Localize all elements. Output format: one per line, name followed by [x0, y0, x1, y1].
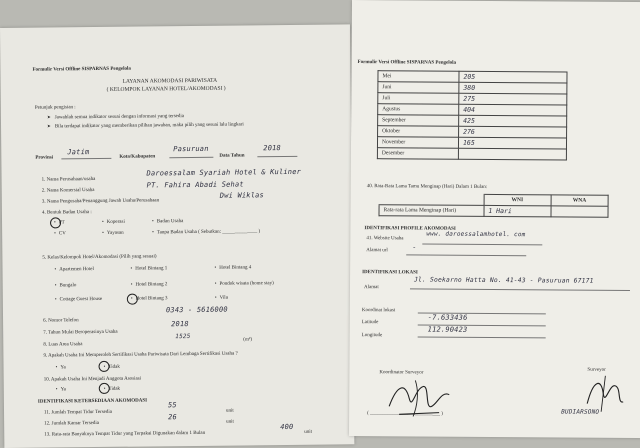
q10-label: 10. Apakah Usaha Ini Menjadi Anggota Asosiasi [43, 376, 142, 383]
month-value[interactable]: 275 [459, 93, 567, 105]
month-row [377, 148, 566, 160]
q5-option-bintang-3[interactable]: • Hotel Bintang 3 [131, 296, 168, 301]
q1-value[interactable]: Daroessalam Syariah Hotel & Kuliner [146, 167, 302, 178]
section-location-title: IDENTIFIKASI LOKASI [362, 270, 418, 276]
month-name: Desember [377, 148, 458, 160]
q4-option-koperasi[interactable]: • Koperasi [102, 220, 125, 225]
q4-option-yayasan[interactable]: • Yayasan [102, 231, 124, 236]
q41-value[interactable]: www. daroessalamhotel. com [426, 230, 526, 239]
month-name: November [377, 137, 458, 149]
form-title: Formulir Versi Offline SISPARNAS Pengelola [32, 66, 131, 73]
q13-unit: unit [304, 429, 313, 435]
q8-value[interactable]: 1525 [175, 333, 191, 341]
q7-value[interactable]: 2018 [171, 320, 189, 329]
q40-col-wni: WNI [484, 194, 551, 205]
q9-label: 9. Apakah Usaha Ini Memperoleh Sertifikasi Usaha Pariwisata Dari Lembaga Sertifikasi Usaha ? [43, 351, 238, 359]
q5-option-pondok[interactable]: • Pondok wisata (home stay) [215, 281, 274, 287]
q41-label: 41. Website Usaha [366, 236, 404, 242]
month-name: Juni [378, 82, 459, 94]
q5-option-bungalo[interactable]: • Bungalo [55, 283, 77, 288]
q5-option-vila[interactable]: • Vila [215, 296, 228, 301]
form-page-left [0, 24, 354, 448]
year-label: Data Tahun [219, 153, 245, 159]
q2-label: 2. Nama Komersial Usaha [41, 188, 95, 194]
province-label: Provinsi [35, 155, 54, 161]
longitude-label: Longitude [361, 333, 383, 339]
instruction-1: ➤ Jawablah semua indikator sesuai dengan informasi yang tersedia [47, 113, 184, 120]
q5-option-bintang-1[interactable]: • Hotel Bintang 1 [131, 266, 168, 271]
q5-option-cottage[interactable]: • Cottage Guest House [55, 297, 102, 302]
q11-unit: unit [225, 408, 234, 414]
q6-label: 6. Nomor Telefon [43, 318, 79, 324]
q40-wni-value[interactable]: 1 Hari [484, 205, 551, 216]
month-name: Agustus [378, 104, 459, 116]
q8-unit: (m²) [243, 337, 253, 343]
address-label: Alamat [363, 285, 379, 291]
q10-option-ya[interactable]: • Ya [56, 387, 66, 392]
q4-label: 4. Bentuk Badan Usaha : [41, 210, 92, 216]
month-value[interactable] [458, 148, 566, 160]
q13-value[interactable]: 400 [280, 422, 294, 432]
city-value[interactable]: Pasuruan [173, 144, 209, 154]
month-value[interactable]: 425 [459, 115, 567, 127]
q13-label: 13. Rata-rata Banyaknya Tempat Tidur yang Terpakai Digunakan dalam 1 Bulan [44, 430, 206, 438]
q6-value[interactable]: 0343 - 5616000 [165, 305, 228, 315]
q5-option-bintang-2[interactable]: • Hotel Bintang 2 [131, 282, 168, 287]
q3-label: 3. Nama Pengusaha/Penanggung Jawab Usaha/Perusahaan [41, 198, 160, 205]
q12-label: 12. Jumlah Kamar Tersedia [44, 420, 100, 427]
longitude-value[interactable]: 112.90423 [427, 325, 468, 334]
instruction-2: ➤ Bila terdapat indikator yang memberikan pilihan jawaban, maka pilih yang sesuai lalu lingkari [47, 121, 244, 129]
q11-value[interactable]: 55 [167, 401, 177, 410]
q10-option-tidak[interactable]: • Tidak [104, 387, 120, 392]
form-title-right: Formulir Versi Offline SISPARNAS Pengelola [357, 60, 457, 66]
latitude-label: Latitude [361, 320, 379, 326]
q9-option-tidak[interactable]: • Tidak [104, 365, 120, 370]
month-name: Mei [378, 71, 459, 83]
month-value[interactable]: 276 [459, 126, 567, 138]
month-name: September [378, 115, 459, 127]
q2-value[interactable]: PT. Fahira Abadi Sehat [146, 180, 244, 190]
q8-label: 8. Luas Area Usaha [43, 342, 83, 348]
section-availability-title: IDENTIFIKASI KETERSEDIAAN AKOMODASI [37, 398, 148, 405]
latitude-value[interactable]: -7.633436 [427, 313, 468, 322]
section-profile-title: IDENTIFIKASI PROFILE AKOMODASI [364, 226, 456, 232]
q9-option-ya[interactable]: • Ya [56, 365, 66, 370]
month-name: Juli [378, 93, 459, 105]
surveyor-label: Surveyor [587, 367, 606, 373]
q4-option-tanpa-badan[interactable]: • Tanpa Badan Usaha ( Sebutkan: ______________ ) [152, 229, 260, 235]
q5-label: 5. Kelas/Kelompok Hotel/Akomodasi (Pilih yang sesuai) [42, 254, 157, 261]
month-value[interactable]: 404 [459, 104, 567, 116]
surveyor-name[interactable]: BUDIARSONO [561, 408, 600, 416]
q11-label: 11. Jumlah Tempat Tidur Tersedia [44, 409, 113, 416]
year-value[interactable]: 2018 [263, 144, 281, 153]
month-value[interactable]: 380 [459, 82, 567, 94]
q12-value[interactable]: 26 [168, 413, 177, 422]
form-header-title: LAYANAN AKOMODASI PARIWISATA [122, 77, 218, 85]
monthly-table [377, 70, 568, 160]
q40-label: 40. Rata-Rata Lama Tamu Menginap (Hari) Dalam 1 Bulan: [366, 184, 488, 190]
q40-wna-value[interactable] [551, 206, 608, 217]
form-page-right: Formulir Versi Offline SISPARNAS Pengelola Mei 205 Juni 380 Juli 275 Agustus 404 September 425 Oktober 276 November 165 Desember 40. Rata-Rata Lama Tamu Menginap (Hari) Dalam 1 Bulan: WNI WNA Rata-rata Lama Menginap (Hari) 1 Hari IDENTIFIKASI PROFILE AKOMODASI 41. Website Usaha www. daroessalamhotel. com Alamat url - IDENTIFIKASI LOKASI Alamat Jl. Soekarno Hatta No. 41-43 - Pasuruan 67171 Koordinat lokasi Latitude -7.633436 Longitude 112.90423 Koordinator Surveyor ( ____________________________ ) Surveyor BUDIARSONO [349, 0, 640, 438]
address-value[interactable]: Jl. Soekarno Hatta No. 41-43 - Pasuruan 67171 [414, 276, 594, 285]
q40-row-label: Rata-rata Lama Menginap (Hari) [379, 205, 484, 217]
q12-unit: unit [226, 419, 234, 425]
instructions-title: Petunjuk pengisian : [34, 105, 76, 111]
q3-value[interactable]: Dwi Wiklas [219, 191, 264, 200]
q7-label: 7. Tahun Mulai Beroperasinya Usaha [43, 329, 118, 336]
q5-option-bintang-4[interactable]: • Hotel Bintang 4 [215, 265, 252, 270]
q4-option-pt[interactable]: • PT [54, 220, 65, 225]
coordinator-surveyor-label: Koordinator Surveyor [379, 370, 424, 376]
q5-option-apartemen[interactable]: • Apartemen Hotel [55, 267, 94, 272]
coordinate-label: Koordinat lokasi [361, 308, 396, 314]
province-value[interactable]: Jatim [67, 148, 90, 157]
q4-option-cv[interactable]: • CV [54, 231, 66, 236]
month-value[interactable]: 165 [458, 137, 566, 149]
month-name: Oktober [378, 126, 459, 138]
city-label: Kota/Kabupaten [119, 154, 156, 160]
month-value[interactable]: 205 [459, 71, 567, 83]
q40-col-wna: WNA [551, 195, 608, 206]
url-value[interactable]: - [412, 243, 417, 252]
stay-length-table [378, 193, 608, 218]
q1-label: 1. Nama Perusahaan/usaha [41, 177, 96, 183]
url-label: Alamat url [366, 248, 388, 254]
q4-option-badan-usaha[interactable]: • Badan Usaha [152, 219, 183, 224]
form-header-subtitle: ( KELOMPOK LAYANAN HOTEL/AKOMODASI ) [106, 85, 226, 93]
